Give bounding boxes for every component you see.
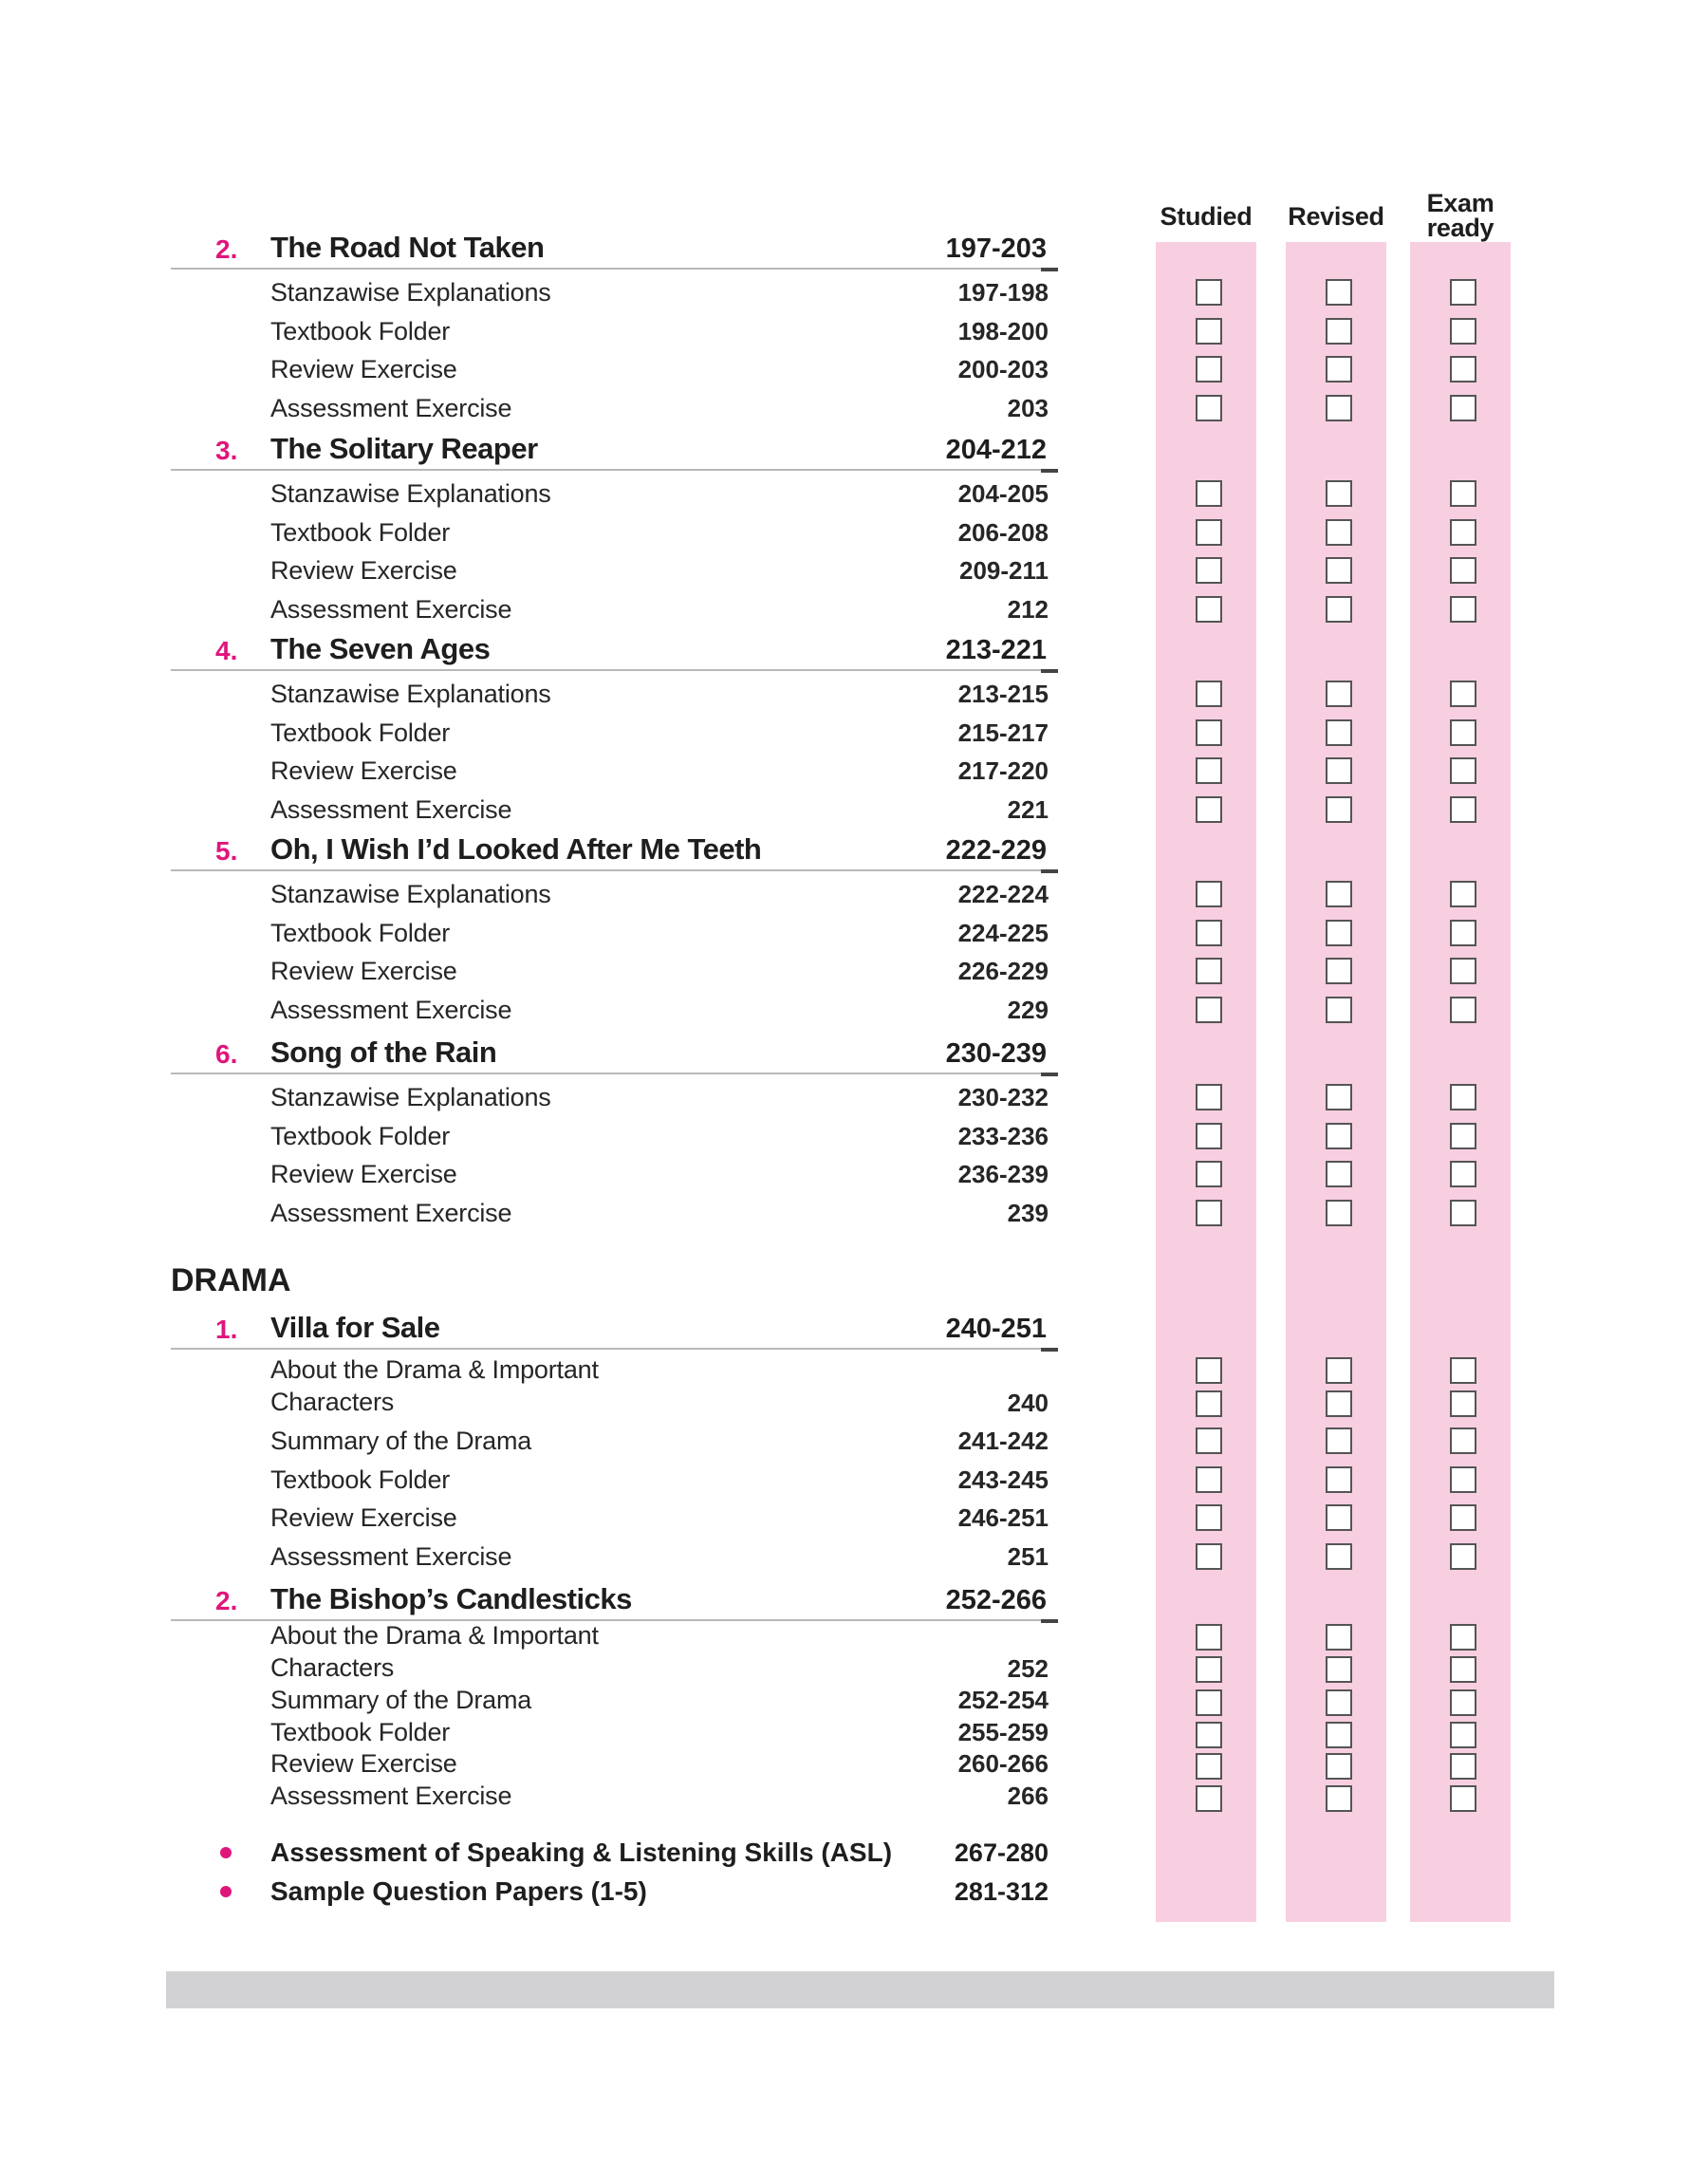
list-item bbox=[270, 1078, 1049, 1116]
checkbox-exam-ready[interactable] bbox=[1450, 681, 1476, 707]
item-label: Stanzawise Explanations bbox=[270, 880, 551, 908]
page-tick bbox=[1041, 268, 1058, 271]
item-pages: 226-229 bbox=[957, 957, 1049, 985]
revised-header: Revised bbox=[1288, 202, 1384, 231]
list-item bbox=[270, 1155, 1049, 1193]
bullet-item bbox=[171, 1873, 1049, 1911]
item-label: Stanzawise Explanations bbox=[270, 479, 551, 508]
checkbox-revised[interactable] bbox=[1326, 958, 1352, 984]
item-label: Review Exercise bbox=[270, 756, 457, 785]
bullet-icon bbox=[220, 1847, 232, 1858]
checkbox-revised[interactable] bbox=[1326, 681, 1352, 707]
checkbox-revised[interactable] bbox=[1326, 1427, 1352, 1454]
checkbox-revised[interactable] bbox=[1326, 1200, 1352, 1226]
chapter-number: 1. bbox=[215, 1315, 238, 1344]
checkbox-revised[interactable] bbox=[1326, 1357, 1352, 1384]
checkbox-revised[interactable] bbox=[1326, 480, 1352, 507]
checkbox-revised[interactable] bbox=[1326, 881, 1352, 907]
checkbox-studied[interactable] bbox=[1196, 1689, 1222, 1716]
chapter-title: Song of the Rain bbox=[270, 1036, 497, 1069]
checkbox-revised[interactable] bbox=[1326, 519, 1352, 546]
checkbox-studied[interactable] bbox=[1196, 1390, 1222, 1417]
item-label: Stanzawise Explanations bbox=[270, 1083, 551, 1111]
item-pages: 230-232 bbox=[957, 1083, 1049, 1111]
item-pages: 206-208 bbox=[957, 517, 1049, 547]
item-pages: 204-205 bbox=[957, 479, 1049, 508]
item-label: Assessment Exercise bbox=[270, 393, 512, 422]
item-label: Review Exercise bbox=[270, 355, 457, 383]
item-label bbox=[270, 1619, 599, 1684]
item-label: Textbook Folder bbox=[270, 1121, 451, 1150]
checkbox-revised[interactable] bbox=[1326, 1785, 1352, 1812]
checkbox-studied[interactable] bbox=[1196, 920, 1222, 946]
item-label: Review Exercise bbox=[270, 1749, 457, 1778]
item-label-line2: Characters bbox=[270, 1653, 395, 1682]
checkbox-exam-ready[interactable] bbox=[1450, 356, 1476, 382]
checkbox-exam-ready[interactable] bbox=[1450, 997, 1476, 1023]
checkbox-revised[interactable] bbox=[1326, 920, 1352, 946]
checkbox-studied[interactable] bbox=[1196, 1427, 1222, 1454]
checkbox-exam-ready[interactable] bbox=[1450, 757, 1476, 784]
list-item bbox=[270, 350, 1049, 388]
item-pages: 233-236 bbox=[957, 1121, 1049, 1150]
checkbox-revised[interactable] bbox=[1326, 997, 1352, 1023]
item-label-line1: About the Drama & Important bbox=[270, 1355, 599, 1384]
item-label: Textbook Folder bbox=[270, 718, 451, 747]
item-pages: 229 bbox=[1007, 995, 1049, 1024]
checkbox-exam-ready[interactable] bbox=[1450, 557, 1476, 584]
checkbox-exam-ready[interactable] bbox=[1450, 1427, 1476, 1454]
item-pages: 255-259 bbox=[957, 1717, 1049, 1746]
chapter-pages: 230-239 bbox=[945, 1038, 1047, 1069]
checkbox-studied[interactable] bbox=[1196, 1722, 1222, 1748]
chapter-heading bbox=[171, 427, 1058, 471]
item-label: Review Exercise bbox=[270, 1503, 457, 1532]
checkbox-revised[interactable] bbox=[1326, 1504, 1352, 1531]
item-pages: 246-251 bbox=[957, 1503, 1049, 1532]
checkbox-revised[interactable] bbox=[1326, 356, 1352, 382]
bullet-label: Assessment of Speaking & Listening Skills (ASL) bbox=[270, 1838, 893, 1867]
checkbox-studied[interactable] bbox=[1196, 681, 1222, 707]
list-item bbox=[270, 1422, 1049, 1460]
checkbox-exam-ready[interactable] bbox=[1450, 1084, 1476, 1110]
list-item bbox=[270, 675, 1049, 713]
item-pages: 240 bbox=[1007, 1389, 1049, 1417]
item-pages: 200-203 bbox=[957, 355, 1049, 383]
checkbox-revised[interactable] bbox=[1326, 1543, 1352, 1570]
checkbox-studied[interactable] bbox=[1196, 279, 1222, 306]
item-label: Stanzawise Explanations bbox=[270, 680, 551, 708]
list-item bbox=[270, 1117, 1049, 1155]
item-label: Assessment Exercise bbox=[270, 1541, 512, 1571]
checkbox-studied[interactable] bbox=[1196, 997, 1222, 1023]
checkbox-revised[interactable] bbox=[1326, 1161, 1352, 1187]
chapter-title: Oh, I Wish I’d Looked After Me Teeth bbox=[270, 832, 762, 866]
checkbox-studied[interactable] bbox=[1196, 1357, 1222, 1384]
checkbox-studied[interactable] bbox=[1196, 1123, 1222, 1149]
chapter-title: The Seven Ages bbox=[270, 632, 491, 665]
checkbox-exam-ready[interactable] bbox=[1450, 480, 1476, 507]
checkbox-exam-ready[interactable] bbox=[1450, 519, 1476, 546]
checkbox-exam-ready[interactable] bbox=[1450, 719, 1476, 746]
chapter-title: Villa for Sale bbox=[270, 1311, 440, 1344]
item-label: Assessment Exercise bbox=[270, 995, 512, 1024]
chapter-pages: 197-203 bbox=[945, 233, 1047, 264]
checkbox-studied[interactable] bbox=[1196, 480, 1222, 507]
item-pages: 198-200 bbox=[957, 316, 1049, 345]
item-label: Summary of the Drama bbox=[270, 1427, 532, 1455]
checkbox-revised[interactable] bbox=[1326, 1466, 1352, 1493]
item-pages: 260-266 bbox=[957, 1749, 1049, 1778]
item-pages: 239 bbox=[1007, 1198, 1049, 1227]
checkbox-revised[interactable] bbox=[1326, 1753, 1352, 1780]
bullet-pages: 281-312 bbox=[954, 1877, 1049, 1906]
chapter-title: The Road Not Taken bbox=[270, 231, 545, 264]
checkbox-exam-ready[interactable] bbox=[1450, 1689, 1476, 1716]
checkbox-studied[interactable] bbox=[1196, 1466, 1222, 1493]
list-item bbox=[270, 875, 1049, 913]
item-label: Assessment Exercise bbox=[270, 794, 512, 824]
item-pages: 215-217 bbox=[957, 718, 1049, 747]
checkbox-studied[interactable] bbox=[1196, 1656, 1222, 1683]
chapter-pages: 222-229 bbox=[945, 835, 1047, 866]
checkbox-exam-ready[interactable] bbox=[1450, 1161, 1476, 1187]
item-pages: 213-215 bbox=[957, 680, 1049, 708]
bullet-icon bbox=[220, 1886, 232, 1897]
chapter-number: 2. bbox=[215, 1586, 238, 1615]
checkbox-exam-ready[interactable] bbox=[1450, 279, 1476, 306]
list-item bbox=[270, 1719, 1049, 1751]
item-label bbox=[270, 1353, 599, 1418]
item-pages: 203 bbox=[1007, 393, 1049, 422]
list-item bbox=[270, 1623, 1049, 1688]
checkbox-studied[interactable] bbox=[1196, 1161, 1222, 1187]
checkbox-studied[interactable] bbox=[1196, 1624, 1222, 1651]
list-item bbox=[270, 752, 1049, 790]
checkbox-exam-ready[interactable] bbox=[1450, 1624, 1476, 1651]
checkbox-exam-ready[interactable] bbox=[1450, 596, 1476, 623]
chapter-heading bbox=[171, 1577, 1058, 1621]
chapter-number: 4. bbox=[215, 636, 238, 665]
item-label: Review Exercise bbox=[270, 1160, 457, 1188]
checkbox-studied[interactable] bbox=[1196, 519, 1222, 546]
item-label: Textbook Folder bbox=[270, 517, 451, 547]
item-pages: 221 bbox=[1007, 794, 1049, 824]
checkbox-revised[interactable] bbox=[1326, 1123, 1352, 1149]
checkbox-exam-ready[interactable] bbox=[1450, 1200, 1476, 1226]
list-item bbox=[270, 1353, 1049, 1422]
checkbox-studied[interactable] bbox=[1196, 958, 1222, 984]
exam-ready-header bbox=[1399, 191, 1522, 240]
checkbox-revised[interactable] bbox=[1326, 1390, 1352, 1417]
list-item bbox=[270, 475, 1049, 513]
chapter-heading bbox=[171, 1306, 1058, 1350]
page-tick bbox=[1041, 869, 1058, 873]
list-item bbox=[270, 1499, 1049, 1537]
item-pages: 212 bbox=[1007, 594, 1049, 624]
item-label: Summary of the Drama bbox=[270, 1686, 532, 1714]
chapter-heading bbox=[171, 226, 1058, 270]
checkbox-exam-ready[interactable] bbox=[1450, 1753, 1476, 1780]
list-item bbox=[270, 791, 1049, 829]
chapter-pages: 213-221 bbox=[945, 635, 1047, 665]
checkbox-exam-ready[interactable] bbox=[1450, 395, 1476, 421]
item-label: Textbook Folder bbox=[270, 1717, 451, 1746]
item-pages: 243-245 bbox=[957, 1465, 1049, 1494]
list-item bbox=[270, 513, 1049, 551]
checkbox-exam-ready[interactable] bbox=[1450, 1504, 1476, 1531]
checkbox-exam-ready[interactable] bbox=[1450, 1123, 1476, 1149]
chapter-heading bbox=[171, 1031, 1058, 1074]
chapter-title: The Solitary Reaper bbox=[270, 432, 538, 465]
checkbox-studied[interactable] bbox=[1196, 1753, 1222, 1780]
chapter-heading bbox=[171, 627, 1058, 671]
checkbox-studied[interactable] bbox=[1196, 356, 1222, 382]
checkbox-revised[interactable] bbox=[1326, 719, 1352, 746]
page-tick bbox=[1041, 1073, 1058, 1076]
list-item bbox=[270, 952, 1049, 990]
checkbox-revised[interactable] bbox=[1326, 1084, 1352, 1110]
list-item bbox=[270, 1461, 1049, 1499]
bullet-label: Sample Question Papers (1-5) bbox=[270, 1876, 647, 1906]
checkbox-studied[interactable] bbox=[1196, 881, 1222, 907]
checkbox-studied[interactable] bbox=[1196, 719, 1222, 746]
item-label-line1: About the Drama & Important bbox=[270, 1621, 599, 1650]
exam-ready-header-label: Exam ready bbox=[1426, 189, 1494, 242]
checkbox-exam-ready[interactable] bbox=[1450, 318, 1476, 345]
checkbox-revised[interactable] bbox=[1326, 1722, 1352, 1748]
page-tick bbox=[1041, 469, 1058, 473]
checkbox-exam-ready[interactable] bbox=[1450, 1357, 1476, 1384]
item-label: Textbook Folder bbox=[270, 918, 451, 947]
item-pages: 217-220 bbox=[957, 756, 1049, 785]
list-item bbox=[270, 389, 1049, 427]
checkbox-studied[interactable] bbox=[1196, 1785, 1222, 1812]
item-label: Review Exercise bbox=[270, 556, 457, 585]
checkbox-studied[interactable] bbox=[1196, 1504, 1222, 1531]
list-item bbox=[270, 1194, 1049, 1232]
item-pages: 222-224 bbox=[957, 880, 1049, 908]
checkbox-revised[interactable] bbox=[1326, 1689, 1352, 1716]
chapter-number: 6. bbox=[215, 1039, 238, 1069]
list-item bbox=[270, 590, 1049, 628]
checkbox-studied[interactable] bbox=[1196, 757, 1222, 784]
list-item bbox=[270, 914, 1049, 952]
item-pages: 266 bbox=[1007, 1781, 1049, 1810]
list-item bbox=[270, 1750, 1049, 1782]
chapter-number: 3. bbox=[215, 436, 238, 465]
checkbox-studied[interactable] bbox=[1196, 796, 1222, 823]
item-label: Assessment Exercise bbox=[270, 1781, 512, 1810]
list-item bbox=[270, 1538, 1049, 1576]
list-item bbox=[270, 1687, 1049, 1719]
item-pages: 224-225 bbox=[957, 918, 1049, 947]
checkbox-revised[interactable] bbox=[1326, 1656, 1352, 1683]
checkbox-revised[interactable] bbox=[1326, 596, 1352, 623]
checkbox-exam-ready[interactable] bbox=[1450, 1656, 1476, 1683]
checkbox-revised[interactable] bbox=[1326, 557, 1352, 584]
checkbox-exam-ready[interactable] bbox=[1450, 1466, 1476, 1493]
chapter-number: 2. bbox=[215, 234, 238, 264]
checkbox-studied[interactable] bbox=[1196, 1543, 1222, 1570]
checkbox-exam-ready[interactable] bbox=[1450, 1785, 1476, 1812]
list-item bbox=[270, 551, 1049, 589]
chapter-pages: 204-212 bbox=[945, 435, 1047, 465]
checkbox-exam-ready[interactable] bbox=[1450, 1543, 1476, 1570]
item-pages: 236-239 bbox=[957, 1160, 1049, 1188]
studied-header: Studied bbox=[1160, 202, 1253, 231]
checkbox-studied[interactable] bbox=[1196, 395, 1222, 421]
item-label: Stanzawise Explanations bbox=[270, 278, 551, 307]
checkbox-exam-ready[interactable] bbox=[1450, 881, 1476, 907]
chapter-pages: 252-266 bbox=[945, 1585, 1047, 1615]
list-item bbox=[270, 312, 1049, 350]
item-pages: 251 bbox=[1007, 1541, 1049, 1571]
checkbox-revised[interactable] bbox=[1326, 395, 1352, 421]
bullet-pages: 267-280 bbox=[954, 1838, 1049, 1867]
checkbox-exam-ready[interactable] bbox=[1450, 920, 1476, 946]
item-label: Textbook Folder bbox=[270, 316, 451, 345]
item-pages: 252 bbox=[1007, 1654, 1049, 1683]
item-label: Assessment Exercise bbox=[270, 594, 512, 624]
checkbox-exam-ready[interactable] bbox=[1450, 1390, 1476, 1417]
list-item bbox=[270, 714, 1049, 752]
list-item bbox=[270, 1782, 1049, 1815]
checkbox-revised[interactable] bbox=[1326, 279, 1352, 306]
checkbox-exam-ready[interactable] bbox=[1450, 958, 1476, 984]
page-tick bbox=[1041, 1348, 1058, 1352]
item-label: Review Exercise bbox=[270, 957, 457, 985]
section-heading-drama: DRAMA bbox=[171, 1262, 291, 1298]
chapter-pages: 240-251 bbox=[945, 1314, 1047, 1344]
list-item bbox=[270, 273, 1049, 311]
item-pages: 241-242 bbox=[957, 1427, 1049, 1455]
item-pages: 197-198 bbox=[957, 278, 1049, 307]
checkbox-revised[interactable] bbox=[1326, 757, 1352, 784]
page-tick bbox=[1041, 669, 1058, 673]
checkbox-exam-ready[interactable] bbox=[1450, 1722, 1476, 1748]
checkbox-studied[interactable] bbox=[1196, 557, 1222, 584]
checkbox-revised[interactable] bbox=[1326, 318, 1352, 345]
checkbox-revised[interactable] bbox=[1326, 796, 1352, 823]
list-item bbox=[270, 991, 1049, 1029]
chapter-number: 5. bbox=[215, 836, 238, 866]
checkbox-exam-ready[interactable] bbox=[1450, 796, 1476, 823]
checkbox-studied[interactable] bbox=[1196, 1200, 1222, 1226]
item-label-line2: Characters bbox=[270, 1388, 395, 1416]
checkbox-studied[interactable] bbox=[1196, 1084, 1222, 1110]
bullet-item bbox=[171, 1834, 1049, 1872]
item-label: Assessment Exercise bbox=[270, 1198, 512, 1227]
footer-bar bbox=[166, 1971, 1554, 2008]
item-pages: 252-254 bbox=[957, 1686, 1049, 1714]
item-pages: 209-211 bbox=[959, 556, 1049, 585]
chapter-heading bbox=[171, 828, 1058, 871]
checkbox-studied[interactable] bbox=[1196, 318, 1222, 345]
item-label: Textbook Folder bbox=[270, 1465, 451, 1494]
checkbox-studied[interactable] bbox=[1196, 596, 1222, 623]
checkbox-revised[interactable] bbox=[1326, 1624, 1352, 1651]
chapter-title: The Bishop’s Candlesticks bbox=[270, 1582, 632, 1615]
